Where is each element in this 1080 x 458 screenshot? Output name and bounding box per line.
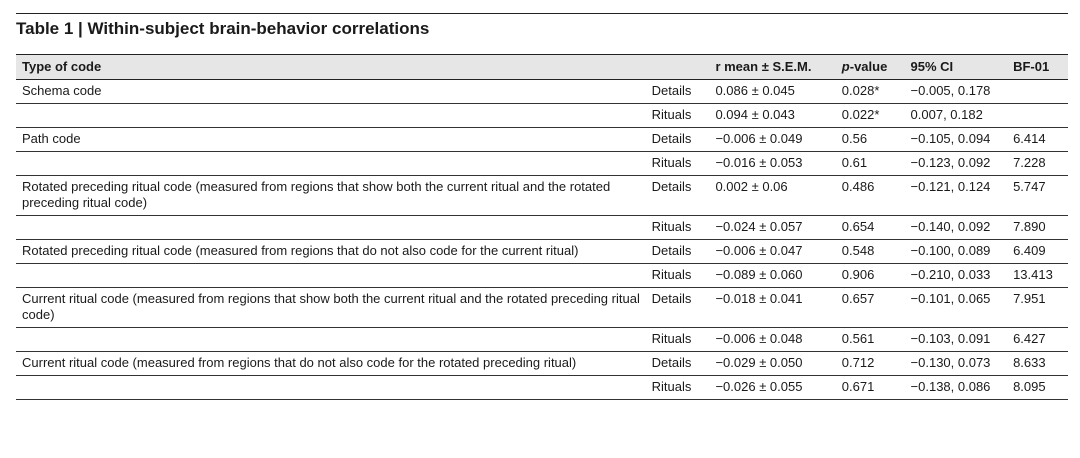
cell-ci: −0.105, 0.094 <box>910 131 991 146</box>
cell-p-value: 0.56 <box>841 131 868 146</box>
header-row <box>16 55 1068 80</box>
cell-r-mean: −0.026 ± 0.055 <box>715 379 803 394</box>
header-p-value <box>842 55 911 80</box>
cell-p-value: 0.561 <box>841 331 875 346</box>
cell-condition: Details <box>651 179 692 194</box>
cell-r-mean: 0.002 ± 0.06 <box>715 179 788 194</box>
cell-bf: 7.228 <box>1013 155 1046 170</box>
cell-bf: 8.095 <box>1013 379 1046 394</box>
cell-bf: 5.747 <box>1013 179 1046 194</box>
cell-ci: −0.121, 0.124 <box>910 179 991 194</box>
cell-condition: Rituals <box>651 155 692 170</box>
cell-r-mean: 0.094 ± 0.043 <box>715 107 795 122</box>
cell-r-mean: −0.024 ± 0.057 <box>715 219 803 234</box>
cell-p-value: 0.671 <box>841 379 875 394</box>
cell-type: Current ritual code (measured from regions that show both the current ritual and the rotated preceding ritual code) <box>22 291 640 322</box>
cell-r-mean: −0.006 ± 0.047 <box>715 243 803 258</box>
header-condition <box>652 55 716 80</box>
cell-bf <box>1013 80 1068 104</box>
cell-type <box>16 104 652 128</box>
header-type: Type of code <box>16 55 652 80</box>
cell-bf: 6.427 <box>1013 331 1046 346</box>
table-row <box>16 240 1068 264</box>
cell-condition: Details <box>651 355 692 370</box>
cell-r-mean: −0.006 ± 0.048 <box>715 331 803 346</box>
cell-condition: Details <box>651 131 692 146</box>
header-r-mean: r mean ± S.E.M. <box>715 55 841 80</box>
table-row <box>16 264 1068 288</box>
table-row <box>16 176 1068 216</box>
cell-bf: 7.951 <box>1013 291 1046 306</box>
cell-p-value: 0.028* <box>841 83 880 98</box>
cell-ci: −0.138, 0.086 <box>910 379 991 394</box>
cell-bf: 7.890 <box>1013 219 1046 234</box>
cell-type: Schema code <box>22 83 102 98</box>
cell-bf: 13.413 <box>1013 267 1053 282</box>
cell-type <box>16 152 652 176</box>
cell-condition: Details <box>651 83 692 98</box>
cell-condition: Details <box>651 243 692 258</box>
cell-condition: Rituals <box>651 331 692 346</box>
cell-type: Rotated preceding ritual code (measured from regions that show both the current ritual and the rotated preceding ritual code) <box>22 179 611 210</box>
header-p-italic: p <box>841 59 850 74</box>
cell-r-mean: −0.018 ± 0.041 <box>715 291 803 306</box>
cell-condition: Rituals <box>651 379 692 394</box>
cell-type: Path code <box>22 131 81 146</box>
cell-type: Current ritual code (measured from regions that do not also code for the rotated preceding ritual) <box>22 355 577 370</box>
cell-p-value: 0.657 <box>841 291 875 306</box>
cell-p-value: 0.906 <box>841 267 875 282</box>
cell-p-value: 0.654 <box>841 219 875 234</box>
cell-condition: Rituals <box>651 107 692 122</box>
cell-r-mean: 0.086 ± 0.045 <box>715 83 795 98</box>
cell-condition: Details <box>651 291 692 306</box>
table-row <box>16 104 1068 128</box>
header-p-rest: -value <box>849 59 888 74</box>
table-row <box>16 288 1068 328</box>
cell-ci: −0.101, 0.065 <box>910 291 991 306</box>
cell-p-value: 0.022* <box>841 107 880 122</box>
table-title: Table 1 | Within-subject brain-behavior correlations <box>16 19 430 38</box>
cell-ci: −0.210, 0.033 <box>910 267 991 282</box>
cell-ci: −0.130, 0.073 <box>910 355 991 370</box>
cell-bf: 8.633 <box>1013 355 1046 370</box>
table-row <box>16 152 1068 176</box>
table-row <box>16 128 1068 152</box>
cell-type <box>16 376 652 400</box>
cell-r-mean: −0.089 ± 0.060 <box>715 267 803 282</box>
table-row <box>16 216 1068 240</box>
cell-p-value: 0.712 <box>841 355 875 370</box>
cell-r-mean: −0.029 ± 0.050 <box>715 355 803 370</box>
cell-ci: −0.140, 0.092 <box>910 219 991 234</box>
cell-ci: 0.007, 0.182 <box>910 107 983 122</box>
cell-type <box>16 264 652 288</box>
cell-condition: Rituals <box>651 219 692 234</box>
cell-p-value: 0.486 <box>841 179 875 194</box>
cell-bf: 6.414 <box>1013 131 1046 146</box>
cell-condition: Rituals <box>651 267 692 282</box>
cell-type <box>16 216 652 240</box>
cell-type: Rotated preceding ritual code (measured from regions that do not also code for the current ritual) <box>22 243 579 258</box>
cell-type <box>16 328 652 352</box>
header-ci: 95% CI <box>911 55 1014 80</box>
cell-ci: −0.123, 0.092 <box>910 155 991 170</box>
table-row <box>16 80 1068 104</box>
header-bf: BF-01 <box>1013 55 1068 80</box>
cell-p-value: 0.61 <box>841 155 868 170</box>
cell-bf <box>1013 104 1068 128</box>
table-row <box>16 328 1068 352</box>
cell-ci: −0.100, 0.089 <box>910 243 991 258</box>
cell-ci: −0.103, 0.091 <box>910 331 991 346</box>
cell-r-mean: −0.006 ± 0.049 <box>715 131 803 146</box>
cell-bf: 6.409 <box>1013 243 1046 258</box>
cell-p-value: 0.548 <box>841 243 875 258</box>
top-rule <box>16 13 1068 14</box>
table-row <box>16 376 1068 400</box>
cell-ci: −0.005, 0.178 <box>910 83 991 98</box>
correlation-table <box>16 54 1068 400</box>
table-row <box>16 352 1068 376</box>
cell-r-mean: −0.016 ± 0.053 <box>715 155 803 170</box>
